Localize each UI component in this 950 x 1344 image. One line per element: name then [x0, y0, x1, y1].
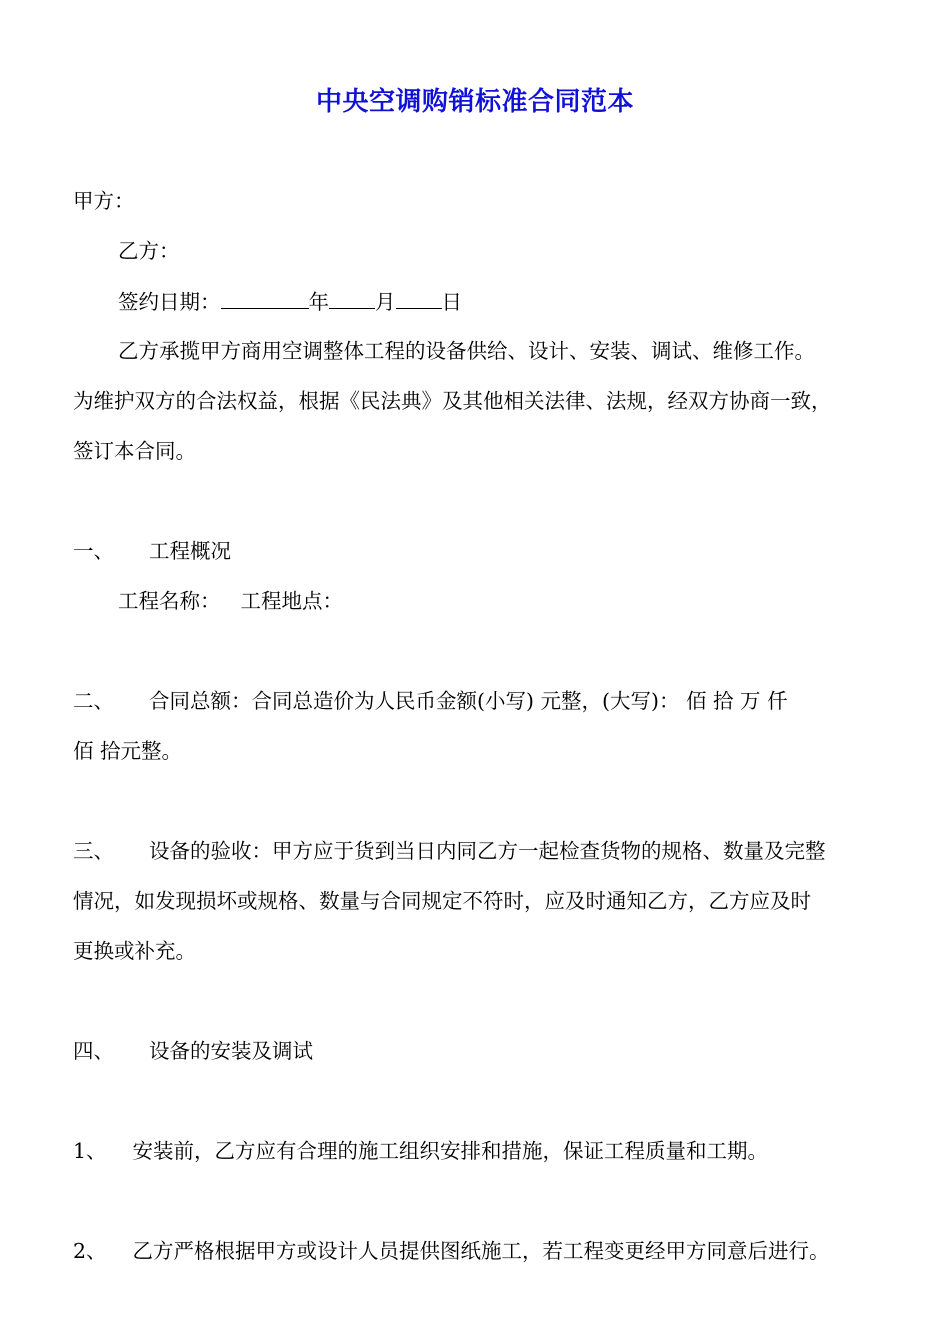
day-blank[interactable]	[396, 286, 442, 309]
year-blank[interactable]	[221, 286, 309, 309]
party-b-label: 乙方：	[118, 239, 180, 263]
project-info-line	[118, 586, 933, 616]
sign-date-label: 签约日期：	[118, 290, 221, 314]
section-3-line-3: 更换或补充。	[73, 939, 196, 963]
document-title: 中央空调购销标准合同范本	[315, 87, 634, 117]
year-label: 年	[308, 290, 329, 314]
item-1-text: 安装前，乙方应有合理的施工组织安排和措施，保证工程质量和工期。	[132, 1139, 769, 1163]
party-a-label: 甲方：	[73, 189, 135, 213]
section-4-title: 设备的安装及调试	[149, 1039, 313, 1063]
item-2-text: 乙方严格根据甲方或设计人员提供图纸施工，若工程变更经甲方同意后进行。	[132, 1239, 830, 1263]
section-3-number: 三、	[73, 839, 114, 863]
month-blank[interactable]	[329, 286, 375, 309]
sign-date-line	[118, 286, 933, 317]
section-2-line-1	[73, 686, 888, 716]
section-4-heading	[73, 1036, 888, 1066]
section-2-number: 二、	[73, 689, 114, 713]
item-1	[73, 1136, 888, 1166]
section-4-number: 四、	[73, 1039, 114, 1063]
section-3-line-2: 情况，如发现损坏或规格、数量与合同规定不符时，应及时通知乙方，乙方应及时	[73, 889, 811, 913]
section-2-line-2: 佰 拾元整。	[73, 739, 183, 763]
project-site-label: 工程地点：	[240, 589, 343, 613]
item-1-number: 1、	[73, 1139, 107, 1163]
day-label: 日	[441, 290, 462, 314]
project-name-label: 工程名称：	[118, 589, 221, 613]
section-1-heading	[73, 536, 888, 566]
section-3-line-1	[73, 836, 888, 866]
section-2-text-1: 合同总额：合同总造价为人民币金额(小写) 元整，(大写)： 佰 拾 万 仟	[149, 689, 788, 713]
item-2-number: 2、	[73, 1239, 107, 1263]
section-1-title: 工程概况	[149, 539, 231, 563]
month-label: 月	[375, 290, 396, 314]
intro-line-2: 为维护双方的合法权益，根据《民法典》及其他相关法律、法规，经双方协商一致，	[73, 389, 832, 413]
section-3-text-1: 设备的验收：甲方应于货到当日内同乙方一起检查货物的规格、数量及完整	[149, 839, 826, 863]
intro-line-1: 乙方承揽甲方商用空调整体工程的设备供给、设计、安装、调试、维修工作。	[118, 339, 815, 363]
item-2	[73, 1236, 888, 1266]
intro-line-3: 签订本合同。	[73, 439, 196, 463]
section-1-number: 一、	[73, 539, 114, 563]
